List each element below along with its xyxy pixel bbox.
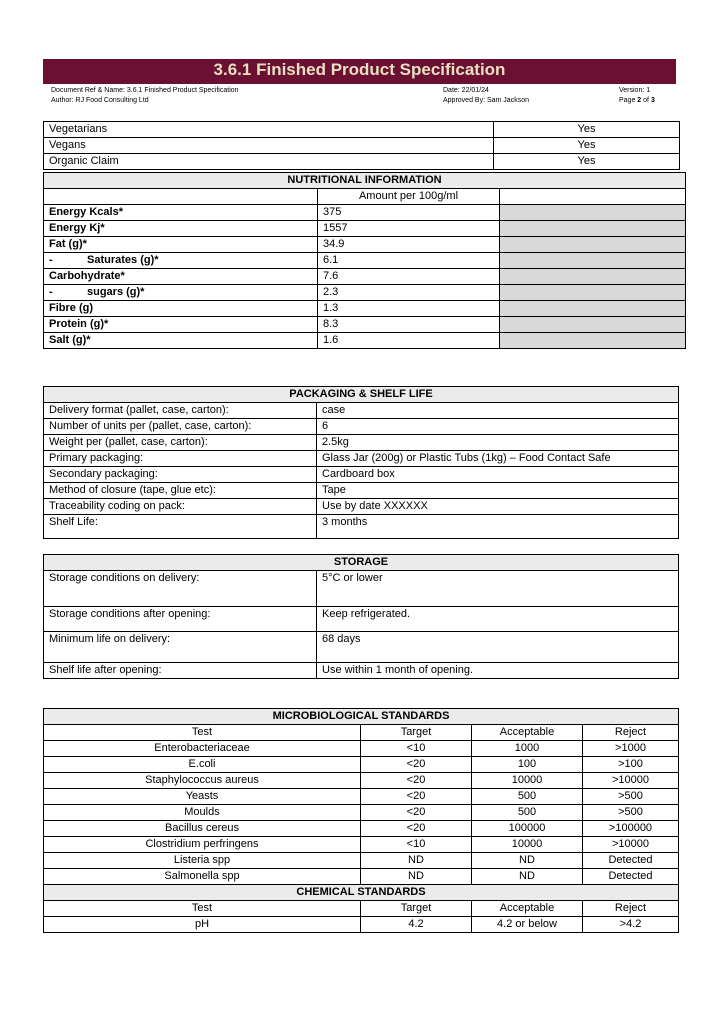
packaging-value: case (317, 403, 679, 419)
table-row (44, 632, 679, 663)
micro-reject: >10000 (583, 837, 679, 853)
packaging-label: Method of closure (tape, glue etc): (44, 483, 317, 499)
table-row (44, 757, 679, 773)
nutrient-label: Protein (g)* (49, 318, 109, 330)
micro-reject: >500 (583, 789, 679, 805)
storage-value: Use within 1 month of opening. (317, 663, 679, 679)
packaging-table (43, 386, 679, 539)
packaging-value: Tape (317, 483, 679, 499)
nutrient-value: 1.3 (318, 301, 500, 317)
doc-date: Date: 22/01/24 (443, 87, 489, 94)
micro-acceptable: ND (472, 853, 583, 869)
micro-target: <20 (361, 821, 472, 837)
micro-test: Bacillus cereus (44, 821, 361, 837)
table-row (44, 515, 679, 539)
packaging-heading: PACKAGING & SHELF LIFE (44, 387, 679, 403)
nutrient-value: 34.9 (318, 237, 500, 253)
nutrient-label: Salt (g)* (49, 334, 91, 346)
packaging-label: Traceability coding on pack: (44, 499, 317, 515)
table-row (44, 789, 679, 805)
storage-label: Shelf life after opening: (44, 663, 317, 679)
grey-cell (500, 237, 686, 253)
column-header-test: Test (44, 901, 361, 917)
nutrient-value: 8.3 (318, 317, 500, 333)
table-row (44, 269, 686, 285)
micro-acceptable: 500 (472, 789, 583, 805)
claims-table (43, 121, 680, 170)
table-row (44, 607, 679, 632)
nutrient-label: Saturates (g)* (87, 254, 159, 266)
chemical-test: pH (44, 917, 361, 933)
packaging-label: Primary packaging: (44, 451, 317, 467)
table-row (44, 483, 679, 499)
packaging-label: Secondary packaging: (44, 467, 317, 483)
micro-target: <20 (361, 757, 472, 773)
storage-label: Storage conditions after opening: (44, 607, 317, 632)
packaging-value: Use by date XXXXXX (317, 499, 679, 515)
table-row (44, 154, 680, 170)
grey-cell (500, 285, 686, 301)
micro-test: Staphylococcus aureus (44, 773, 361, 789)
micro-test: Enterobacteriaceae (44, 741, 361, 757)
chemical-heading: CHEMICAL STANDARDS (44, 885, 679, 901)
micro-heading: MICROBIOLOGICAL STANDARDS (44, 709, 679, 725)
standards-table (43, 708, 679, 933)
storage-value: 5°C or lower (317, 571, 679, 607)
column-header-reject: Reject (583, 725, 679, 741)
table-row (44, 741, 679, 757)
storage-table (43, 554, 679, 679)
table-row (44, 571, 679, 607)
claim-value: Yes (494, 138, 680, 154)
column-header-acceptable: Acceptable (472, 901, 583, 917)
packaging-value: 2.5kg (317, 435, 679, 451)
nutrient-value: 6.1 (318, 253, 500, 269)
micro-target: ND (361, 853, 472, 869)
micro-target: <10 (361, 837, 472, 853)
doc-approved-by: Approved By: Sam Jackson (443, 97, 529, 104)
packaging-value: 3 months (317, 515, 679, 539)
nutrient-dash: - (49, 286, 53, 298)
table-row (44, 253, 686, 269)
nutrient-value: 1557 (318, 221, 500, 237)
packaging-value: Glass Jar (200g) or Plastic Tubs (1kg) – Food Contact Safe (317, 451, 679, 467)
table-row (44, 773, 679, 789)
nutrient-label: Energy Kj* (49, 222, 105, 234)
table-row (44, 869, 679, 885)
claim-label: Organic Claim (44, 154, 494, 170)
grey-cell (500, 333, 686, 349)
micro-reject: >100000 (583, 821, 679, 837)
empty-cell (44, 189, 318, 205)
micro-acceptable: ND (472, 869, 583, 885)
column-header-acceptable: Acceptable (472, 725, 583, 741)
packaging-label: Weight per (pallet, case, carton): (44, 435, 317, 451)
micro-reject: >100 (583, 757, 679, 773)
table-row (44, 333, 686, 349)
packaging-value: Cardboard box (317, 467, 679, 483)
table-row (44, 419, 679, 435)
micro-test: Listeria spp (44, 853, 361, 869)
table-row (44, 138, 680, 154)
micro-acceptable: 10000 (472, 773, 583, 789)
storage-value: Keep refrigerated. (317, 607, 679, 632)
nutrient-label: sugars (g)* (87, 286, 145, 298)
table-header-row (44, 725, 679, 741)
claim-label: Vegetarians (44, 122, 494, 138)
packaging-label: Delivery format (pallet, case, carton): (44, 403, 317, 419)
packaging-label: Shelf Life: (44, 515, 317, 539)
storage-label: Minimum life on delivery: (44, 632, 317, 663)
table-row (44, 122, 680, 138)
micro-target: <20 (361, 789, 472, 805)
grey-cell (500, 221, 686, 237)
micro-test: E.coli (44, 757, 361, 773)
claim-value: Yes (494, 122, 680, 138)
micro-reject: Detected (583, 853, 679, 869)
claim-label: Vegans (44, 138, 494, 154)
doc-author: Author: RJ Food Consulting Ltd (51, 97, 149, 104)
table-row (44, 499, 679, 515)
storage-heading: STORAGE (44, 555, 679, 571)
micro-target: <20 (361, 805, 472, 821)
chemical-target: 4.2 (361, 917, 472, 933)
nutrient-dash: - (49, 254, 53, 266)
nutrition-heading: NUTRITIONAL INFORMATION (44, 173, 686, 189)
table-row (44, 837, 679, 853)
doc-page-number: Page 2 of 3 (619, 97, 655, 104)
nutrient-value: 2.3 (318, 285, 500, 301)
document-title: 3.6.1 Finished Product Specification (213, 60, 506, 79)
table-row (44, 821, 679, 837)
packaging-value: 6 (317, 419, 679, 435)
micro-acceptable: 100 (472, 757, 583, 773)
column-header-test: Test (44, 725, 361, 741)
storage-value: 68 days (317, 632, 679, 663)
nutrient-label: Carbohydrate* (49, 270, 125, 282)
nutrient-value: 1.6 (318, 333, 500, 349)
grey-cell (500, 301, 686, 317)
table-row (44, 853, 679, 869)
nutrient-value: 7.6 (318, 269, 500, 285)
column-header-target: Target (361, 725, 472, 741)
empty-cell (500, 189, 686, 205)
micro-reject: >10000 (583, 773, 679, 789)
claim-value: Yes (494, 154, 680, 170)
micro-reject: Detected (583, 869, 679, 885)
table-row (44, 467, 679, 483)
micro-acceptable: 10000 (472, 837, 583, 853)
nutrient-label: Fibre (g) (49, 302, 93, 314)
micro-reject: >1000 (583, 741, 679, 757)
nutrition-table (43, 172, 686, 349)
table-row (44, 917, 679, 933)
grey-cell (500, 205, 686, 221)
table-row (44, 805, 679, 821)
storage-label: Storage conditions on delivery: (44, 571, 317, 607)
packaging-label: Number of units per (pallet, case, carton): (44, 419, 317, 435)
column-header-reject: Reject (583, 901, 679, 917)
micro-test: Salmonella spp (44, 869, 361, 885)
micro-target: ND (361, 869, 472, 885)
micro-test: Clostridium perfringens (44, 837, 361, 853)
micro-target: <20 (361, 773, 472, 789)
nutrient-label: Fat (g)* (49, 238, 87, 250)
table-row (44, 403, 679, 419)
grey-cell (500, 317, 686, 333)
table-row (44, 301, 686, 317)
grey-cell (500, 269, 686, 285)
table-row (44, 205, 686, 221)
nutrient-label: Energy Kcals* (49, 206, 123, 218)
micro-target: <10 (361, 741, 472, 757)
table-row (44, 435, 679, 451)
chemical-acceptable: 4.2 or below (472, 917, 583, 933)
table-header-row (44, 901, 679, 917)
column-header-target: Target (361, 901, 472, 917)
table-row (44, 221, 686, 237)
doc-version: Version: 1 (619, 87, 651, 94)
table-row (44, 285, 686, 301)
chemical-reject: >4.2 (583, 917, 679, 933)
micro-acceptable: 500 (472, 805, 583, 821)
table-row (44, 317, 686, 333)
grey-cell (500, 253, 686, 269)
micro-test: Yeasts (44, 789, 361, 805)
nutrition-column-header: Amount per 100g/ml (318, 189, 500, 205)
nutrient-value: 375 (318, 205, 500, 221)
table-row (44, 663, 679, 679)
micro-acceptable: 100000 (472, 821, 583, 837)
micro-reject: >500 (583, 805, 679, 821)
table-row (44, 237, 686, 253)
doc-ref: Document Ref & Name: 3.6.1 Finished Product Specification (51, 87, 239, 94)
table-row (44, 451, 679, 467)
micro-test: Moulds (44, 805, 361, 821)
micro-acceptable: 1000 (472, 741, 583, 757)
